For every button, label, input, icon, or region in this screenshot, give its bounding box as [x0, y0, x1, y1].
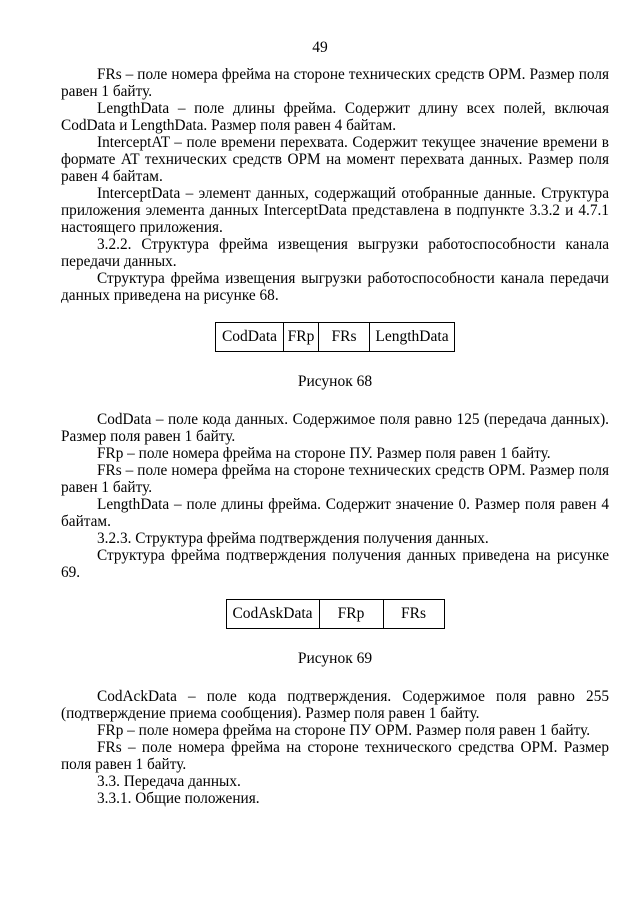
frame-cell-frs: FRs — [319, 323, 370, 352]
paragraph-frs-definition: FRs – поле номера фрейма на стороне технических средств ОРМ. Размер поля равен 1 байту. — [61, 66, 609, 100]
block-figure69-fields — [61, 688, 609, 807]
figure-68-caption: Рисунок 68 — [297, 373, 373, 390]
frame-cell-frp: FRp — [284, 323, 319, 352]
frame-cell-codaskdata: CodAskData — [226, 600, 319, 629]
frame-cell-frp-69: FRp — [319, 600, 383, 629]
paragraph-coddata-definition: CodData – поле кода данных. Содержимое поля равно 125 (передача данных). Размер поля равен 1 байту. — [61, 411, 609, 445]
page-number: 49 — [312, 39, 328, 56]
paragraph-figure68-intro: Структура фрейма извещения выгрузки работоспособности канала передачи данных приведена на рисунке 68. — [61, 270, 609, 304]
frame-cell-coddata: CodData — [216, 323, 284, 352]
figure-68 — [61, 322, 609, 352]
paragraph-lengthdata-definition-2: LengthData – поле длины фрейма. Содержит значение 0. Размер поля равен 4 байтам. — [61, 496, 609, 530]
paragraph-frp-definition: FRp – поле номера фрейма на стороне ПУ. Размер поля равен 1 байту. — [97, 445, 551, 462]
section-heading-3-2-3: 3.2.3. Структура фрейма подтверждения получения данных. — [97, 530, 489, 547]
paragraph-lengthdata-definition: LengthData – поле длины фрейма. Содержит длину всех полей, включая CodData и LengthData. Размер поля равен 4 байтам. — [61, 100, 609, 134]
paragraph-interceptdata-definition: InterceptData – элемент данных, содержащий отобранные данные. Структура приложения элемента данных InterceptData представлена в подпункте 3.3.2 и 4.7.1 настоящего приложения. — [61, 185, 609, 236]
paragraph-interceptat-definition: InterceptAT – поле времени перехвата. Содержит текущее значение времени в формате AT технических средств ОРМ на момент перехвата данных. Размер поля равен 4 байтам. — [61, 134, 609, 185]
paragraph-codackdata-definition: CodAckData – поле кода подтверждения. Содержимое поля равно 255 (подтверждение приема сообщения). Размер поля равен 1 байту. — [61, 688, 609, 722]
frame-structure-table-68 — [215, 322, 455, 352]
block-figure68-fields — [61, 411, 609, 581]
frame-structure-table-69 — [226, 599, 445, 629]
paragraph-frs-orm-definition: FRs – поле номера фрейма на стороне технического средства ОРМ. Размер поля равен 1 байту. — [61, 739, 609, 773]
paragraph-frs-definition-2: FRs – поле номера фрейма на стороне технических средств ОРМ. Размер поля равен 1 байту. — [61, 462, 609, 496]
paragraph-figure69-intro: Структура фрейма подтверждения получения данных приведена на рисунке 69. — [61, 547, 609, 581]
figure-69 — [61, 599, 609, 629]
figure-69-caption: Рисунок 69 — [297, 650, 373, 667]
section-heading-3-3-1: 3.3.1. Общие положения. — [97, 790, 260, 807]
page-body — [61, 66, 609, 807]
paragraph-frp-orm-definition: FRp – поле номера фрейма на стороне ПУ ОРМ. Размер поля равен 1 байту. — [97, 722, 591, 739]
section-heading-3-2-2: 3.2.2. Структура фрейма извещения выгрузки работоспособности канала передачи данных. — [61, 236, 609, 270]
frame-cell-lengthdata: LengthData — [370, 323, 455, 352]
section-heading-3-3: 3.3. Передача данных. — [97, 773, 241, 790]
frame-cell-frs-69: FRs — [383, 600, 444, 629]
